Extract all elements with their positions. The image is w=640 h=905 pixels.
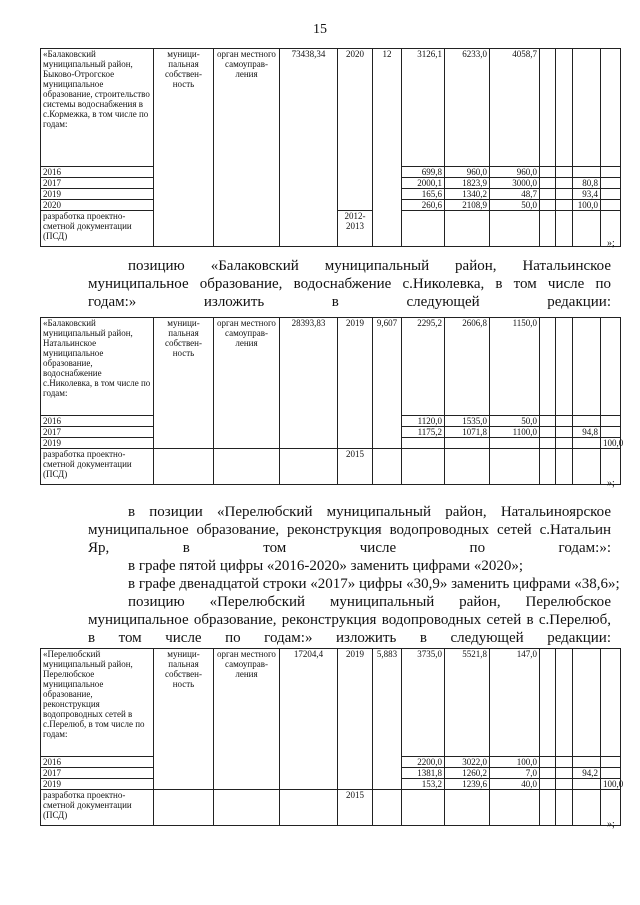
object-name: «Балаковский муниципальный район, Натальинское муниципальное образование, водоснабжение с.Николевка, в том числе по годам: <box>41 318 154 416</box>
year-cell: 2016 <box>41 416 154 427</box>
value-cell: 3000,0 <box>490 178 540 189</box>
psd-period: 2015 <box>338 790 373 826</box>
value-cell: 2295,2 <box>402 318 445 416</box>
value-cell: 1239,6 <box>445 779 490 790</box>
value-cell: 3022,0 <box>445 757 490 768</box>
object-name: «Балаковский муниципальный район, Быково-Отрогское муниципальное образование, строительство системы водоснабжения в с.Кормежка, в том числе по годам: <box>41 49 154 167</box>
value-cell: 960,0 <box>445 167 490 178</box>
value-cell: 6233,0 <box>445 49 490 167</box>
period-cell: 2020 <box>338 49 373 211</box>
agency-cell: орган местного самоуправ-ления <box>214 318 280 449</box>
year-cell: 2017 <box>41 427 154 438</box>
instruction-line: в графе пятой цифры «2016-2020» заменить цифрами «2020»; <box>128 558 523 574</box>
value-cell: 50,0 <box>490 200 540 211</box>
value-cell: 960,0 <box>490 167 540 178</box>
cost-cell: 28393,83 <box>280 318 338 449</box>
value-cell <box>490 438 540 449</box>
value-cell: 5521,8 <box>445 649 490 757</box>
value-cell: 1071,8 <box>445 427 490 438</box>
instruction-paragraph: позицию «Перелюбский муниципальный район, Перелюбское муниципальное образование, реконструкция водопроводных сетей в с.Перелюб, в том числе по годам:» изложить в следующей редакции: <box>88 594 611 646</box>
value-cell: 50,0 <box>490 416 540 427</box>
year-cell: 2019 <box>41 189 154 200</box>
value-cell: 1823,9 <box>445 178 490 189</box>
value-cell <box>573 757 601 768</box>
psd-label: разработка проектно-сметной документации (ПСД) <box>41 211 154 247</box>
value-cell <box>573 416 601 427</box>
value-cell: 7,0 <box>490 768 540 779</box>
object-name: «Перелюбский муниципальный район, Перелюбское муниципальное образование, реконструкция водопроводных сетей в с.Перелюб, в том числе по годам: <box>41 649 154 757</box>
period-cell: 2019 <box>338 318 373 449</box>
value-cell: 147,0 <box>490 649 540 757</box>
end-quote: »; <box>607 819 615 830</box>
year-cell: 2017 <box>41 178 154 189</box>
page-number: 15 <box>313 22 327 37</box>
value-cell: 100,0 <box>490 757 540 768</box>
year-cell: 2017 <box>41 768 154 779</box>
value-cell: 1260,2 <box>445 768 490 779</box>
value-cell: 2108,9 <box>445 200 490 211</box>
value-cell: 100,0 <box>601 438 621 449</box>
value-cell: 2000,1 <box>402 178 445 189</box>
psd-period: 2015 <box>338 449 373 485</box>
capacity-cell: 9,607 <box>373 318 402 449</box>
table-kormezhka <box>40 48 621 247</box>
value-cell <box>573 167 601 178</box>
value-cell: 1175,2 <box>402 427 445 438</box>
value-cell: 1340,2 <box>445 189 490 200</box>
value-cell <box>402 438 445 449</box>
year-cell: 2019 <box>41 779 154 790</box>
value-cell: 3735,0 <box>402 649 445 757</box>
value-cell <box>445 438 490 449</box>
value-cell: 94,8 <box>573 427 601 438</box>
value-cell: 93,4 <box>573 189 601 200</box>
value-cell: 165,6 <box>402 189 445 200</box>
value-cell: 100,0 <box>573 200 601 211</box>
value-cell: 3126,1 <box>402 49 445 167</box>
value-cell: 4058,7 <box>490 49 540 167</box>
year-cell: 2019 <box>41 438 154 449</box>
instruction-paragraph: в позиции «Перелюбский муниципальный район, Натальиноярское муниципальное образование, реконструкция водопроводных сетей с.Натальин Яр, в том числе по годам:»: <box>88 504 611 556</box>
value-cell: 2606,8 <box>445 318 490 416</box>
capacity-cell: 12 <box>373 49 402 247</box>
ownership-cell: муници-пальная собствен-ность <box>154 649 214 790</box>
value-cell: 80,8 <box>573 178 601 189</box>
table-perelyub <box>40 648 624 826</box>
value-cell: 1120,0 <box>402 416 445 427</box>
year-cell: 2020 <box>41 200 154 211</box>
value-cell: 699,8 <box>402 167 445 178</box>
end-quote: »; <box>607 478 615 489</box>
cost-cell: 17204,4 <box>280 649 338 790</box>
period-cell: 2019 <box>338 649 373 790</box>
agency-cell: орган местного самоуправ-ления <box>214 49 280 247</box>
capacity-cell: 5,883 <box>373 649 402 790</box>
table-nikolevka <box>40 317 624 485</box>
cost-cell: 73438,34 <box>280 49 338 247</box>
value-cell: 40,0 <box>490 779 540 790</box>
value-cell: 260,6 <box>402 200 445 211</box>
agency-cell: орган местного самоуправ-ления <box>214 649 280 790</box>
value-cell: 48,7 <box>490 189 540 200</box>
instruction-paragraph: позицию «Балаковский муниципальный район, Натальинское муниципальное образование, водоснабжение с.Николевка, в том числе по годам:» изложить в следующей редакции: <box>88 258 611 310</box>
value-cell: 2200,0 <box>402 757 445 768</box>
value-cell: 1535,0 <box>445 416 490 427</box>
value-cell: 153,2 <box>402 779 445 790</box>
value-cell: 1381,8 <box>402 768 445 779</box>
year-cell: 2016 <box>41 167 154 178</box>
year-cell: 2016 <box>41 757 154 768</box>
value-cell: 100,0 <box>601 779 621 790</box>
end-quote: »; <box>607 238 615 249</box>
ownership-cell: муници-пальная собствен-ность <box>154 318 214 449</box>
value-cell: 94,2 <box>573 768 601 779</box>
instruction-line: в графе двенадцатой строки «2017» цифры «30,9» заменить цифрами «38,6»; <box>128 576 620 592</box>
value-cell: 1100,0 <box>490 427 540 438</box>
psd-label: разработка проектно-сметной документации (ПСД) <box>41 790 154 826</box>
psd-period: 2012-2013 <box>338 211 373 247</box>
psd-label: разработка проектно-сметной документации (ПСД) <box>41 449 154 485</box>
value-cell: 1150,0 <box>490 318 540 416</box>
ownership-cell: муници-пальная собствен-ность <box>154 49 214 247</box>
